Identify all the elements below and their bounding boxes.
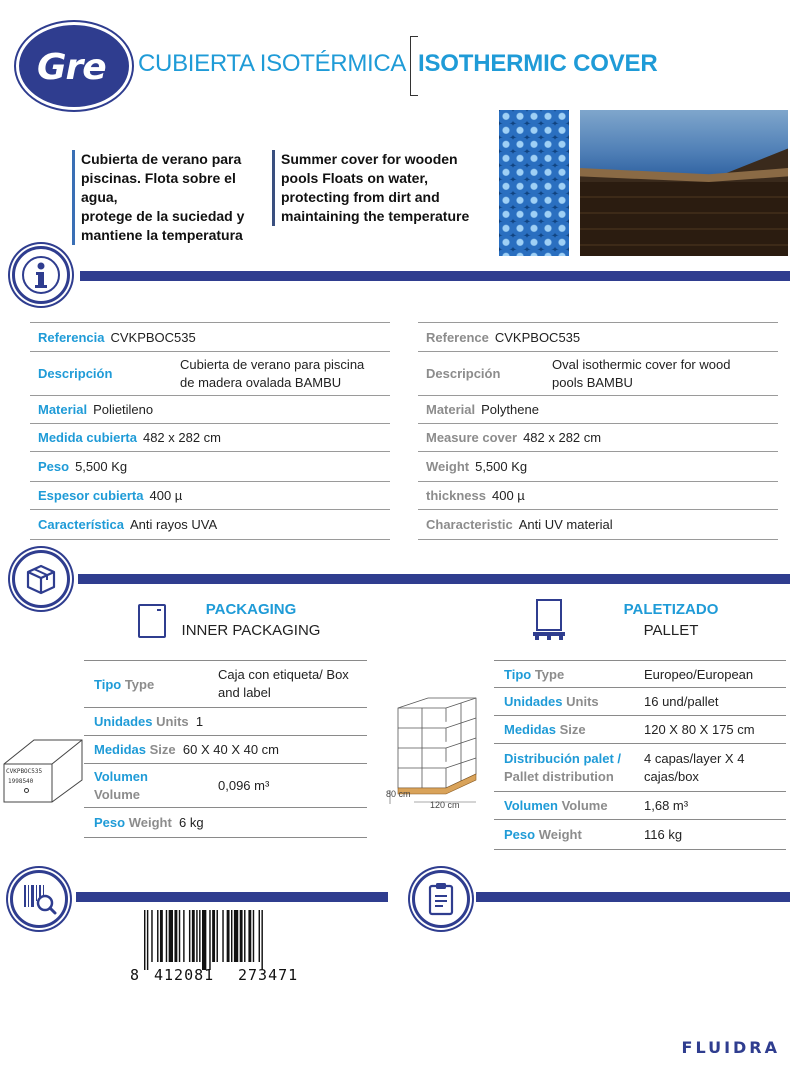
row-label-en: Size [149,742,176,757]
packaging-row [84,808,367,838]
barcode-bar [202,910,206,970]
intro-english [272,150,487,226]
row-label-en: Volume [94,786,140,802]
row-value: 60 X 40 X 40 cm [182,742,280,757]
barcode-bar [151,910,152,962]
spec-value: 482 x 282 cm [523,430,602,445]
intro-es-line: piscinas. Flota sobre el agua, [81,170,236,205]
row-value: 6 kg [179,815,204,830]
row-value: 16 und/pallet [644,694,719,709]
pallet-row [494,820,786,850]
barcode-section-bar [76,892,388,902]
barcode-bar [174,910,177,962]
barcode-right-digits: 273471 [238,966,299,984]
spec-row [30,482,390,510]
row-label-en: Units [156,714,189,729]
spec-row [418,322,778,352]
spec-row [30,510,390,540]
row-label-en: Type [124,676,155,692]
spec-row [30,322,390,352]
barcode-bar [222,910,223,962]
pallet-table [494,660,786,850]
packaging-row [84,764,367,808]
spec-row [418,452,778,482]
spec-value: 5,500 Kg [75,459,128,474]
barcode-bar [192,910,195,962]
spec-value: 400 µ [491,488,525,503]
title-english: ISOTHERMIC COVER [418,50,658,77]
spec-row [418,352,778,396]
row-label-es: Peso [504,827,536,842]
pallet-depth-label [386,790,411,799]
pallet-depth-value: 80 cm [386,789,411,799]
spec-value: 400 µ [149,488,183,503]
pallet-heading: PALETIZADO [623,601,719,618]
row-label-es: Unidades [504,694,563,709]
row-value: 116 kg [644,827,683,842]
spec-row [30,352,390,396]
info-icon [12,246,70,304]
row-label-es: Tipo [94,676,122,692]
title-separator [410,36,418,96]
title-spanish: CUBIERTA ISOTÉRMICA [138,50,407,77]
info-section-bar [80,271,790,281]
intro-en-line: Summer cover for wooden [281,151,458,167]
pallet-subheading: PALLET [643,622,699,639]
barcode-bar [244,910,245,962]
spec-label: Referencia [38,329,105,345]
spec-row [418,396,778,424]
packaging-row [84,708,367,736]
intro-es-line: protege de la suciedad y [81,208,245,224]
barcode-bar [259,910,260,962]
intro-spanish [72,150,270,245]
pallet-row [494,688,786,716]
row-value: 120 X 80 X 175 cm [644,722,755,737]
barcode-bar [240,910,243,962]
box-label-mark [24,788,29,793]
spec-row [418,510,778,540]
row-label-es: Medidas [504,722,557,737]
row-value: Caja con etiqueta/ Box and label [218,667,349,700]
spec-row [418,424,778,452]
barcode-bar [227,910,230,962]
packaging-subheading: INNER PACKAGING [181,622,321,639]
spec-value: Cubierta de verano para piscina de madera ovalada BAMBU [180,356,365,390]
row-value: 1 [195,714,204,729]
pallet-icon [531,598,567,642]
barcode-bar [199,910,200,962]
barcode-first-digit: 8 [130,966,141,984]
spec-value: Anti UV material [518,517,613,532]
spec-label: Material [38,402,88,417]
row-value: 4 capas/layer X 4 cajas/box [644,750,745,784]
row-label-en: Volume [561,798,608,813]
barcode-bar [166,910,167,962]
logo-text: Gre [37,47,106,88]
pallet-row [494,660,786,688]
row-label-es: Peso [94,815,126,830]
bubble-cover-photo [499,110,569,256]
barcode-bar [183,910,184,962]
barcode-left-digits: 412081 [154,966,215,984]
row-label-es: Unidades [94,714,153,729]
barcode-bar [144,910,145,970]
row-label-en: Units [566,694,599,709]
row-label-es: Tipo [504,666,532,682]
barcode-bar [160,910,163,962]
barcode-bar [147,910,148,970]
barcode-bar [209,910,210,970]
spec-value: 5,500 Kg [475,459,528,474]
barcode-bar [261,910,262,970]
row-label-en: Type [534,666,565,682]
pallet-width-label: 120 cm [430,800,460,810]
pallet-row [494,792,786,820]
pallet-row [494,716,786,744]
packaging-row [84,736,367,764]
spec-label: Weight [426,459,470,474]
row-label-es: Medidas [94,742,147,757]
barcode-bar [189,910,190,962]
box-label-ref: CVKPBOC535 [6,768,43,775]
row-label-en: Weight [128,815,172,830]
spec-value: 482 x 282 cm [142,430,222,445]
box-label-code: 1998540 [8,778,34,785]
barcode-search-icon [10,870,68,928]
barcode-bar [157,910,158,962]
barcode-bars [144,910,310,970]
spec-label: Characteristic [426,517,513,532]
row-label-es: Distribución palet / [504,750,622,766]
inner-package-icon [138,604,166,638]
spec-value: CVKPBOC535 [110,329,196,345]
spec-value: Polietileno [93,402,154,417]
intro-es-line: Cubierta de verano para [81,151,242,167]
barcode-bar [179,910,180,962]
spec-table-spanish [30,322,390,540]
spec-table-english [418,322,778,540]
spec-label: Característica [38,517,124,532]
packaging-row [84,660,367,708]
spec-label: Descripción [38,366,113,381]
packaging-section-bar [78,574,790,584]
notes-section-bar [476,892,790,902]
spec-label: Material [426,402,476,417]
row-value: 1,68 m³ [644,798,689,813]
spec-value: Polythene [481,402,539,417]
row-value: Europeo/European [644,666,754,682]
spec-row [418,482,778,510]
intro-en-line: maintaining the temperature [281,208,470,224]
barcode-bar [217,910,218,962]
spec-value: Oval isothermic cover for wood pools BAMBU [552,356,731,390]
spec-label: Medida cubierta [38,430,137,445]
pallet-row [494,744,786,792]
barcode-bar [234,910,238,962]
spec-label: Espesor cubierta [38,488,144,503]
spec-label: Descripción [426,366,501,381]
spec-row [30,452,390,482]
barcode-bar [231,910,232,962]
intro-en-line: protecting from dirt and [281,189,440,205]
barcode-bar [169,910,173,962]
packaging-heading: PACKAGING [205,601,297,618]
barcode-bar [196,910,197,962]
spec-value: CVKPBOC535 [494,329,581,345]
row-label-es: Volumen [504,798,558,813]
ean-barcode [130,910,310,990]
row-value: 0,096 m³ [218,778,270,793]
intro-en-line: pools Floats on water, [281,170,429,186]
spec-label: Measure cover [426,430,518,445]
spec-label: Reference [426,329,489,345]
gre-logo [16,22,132,110]
intro-es-line: mantiene la temperatura [81,227,243,243]
row-label-en: Size [559,722,586,737]
spec-value: Anti rayos UVA [130,517,218,532]
row-label-en: Weight [538,827,582,842]
spec-row [30,424,390,452]
spec-row [30,396,390,424]
barcode-bar [253,910,254,962]
fluidra-logo: FLUIDRA [681,1038,780,1057]
row-label-en: Pallet distribution [504,768,614,784]
row-label-es: Volumen [94,768,148,784]
clipboard-icon [412,870,470,928]
box-icon [12,550,70,608]
barcode-bar [248,910,251,962]
spec-label: thickness [426,488,486,503]
pool-photo [580,110,788,256]
packaging-table [84,660,367,838]
barcode-bar [212,910,215,962]
spec-label: Peso [38,459,70,474]
